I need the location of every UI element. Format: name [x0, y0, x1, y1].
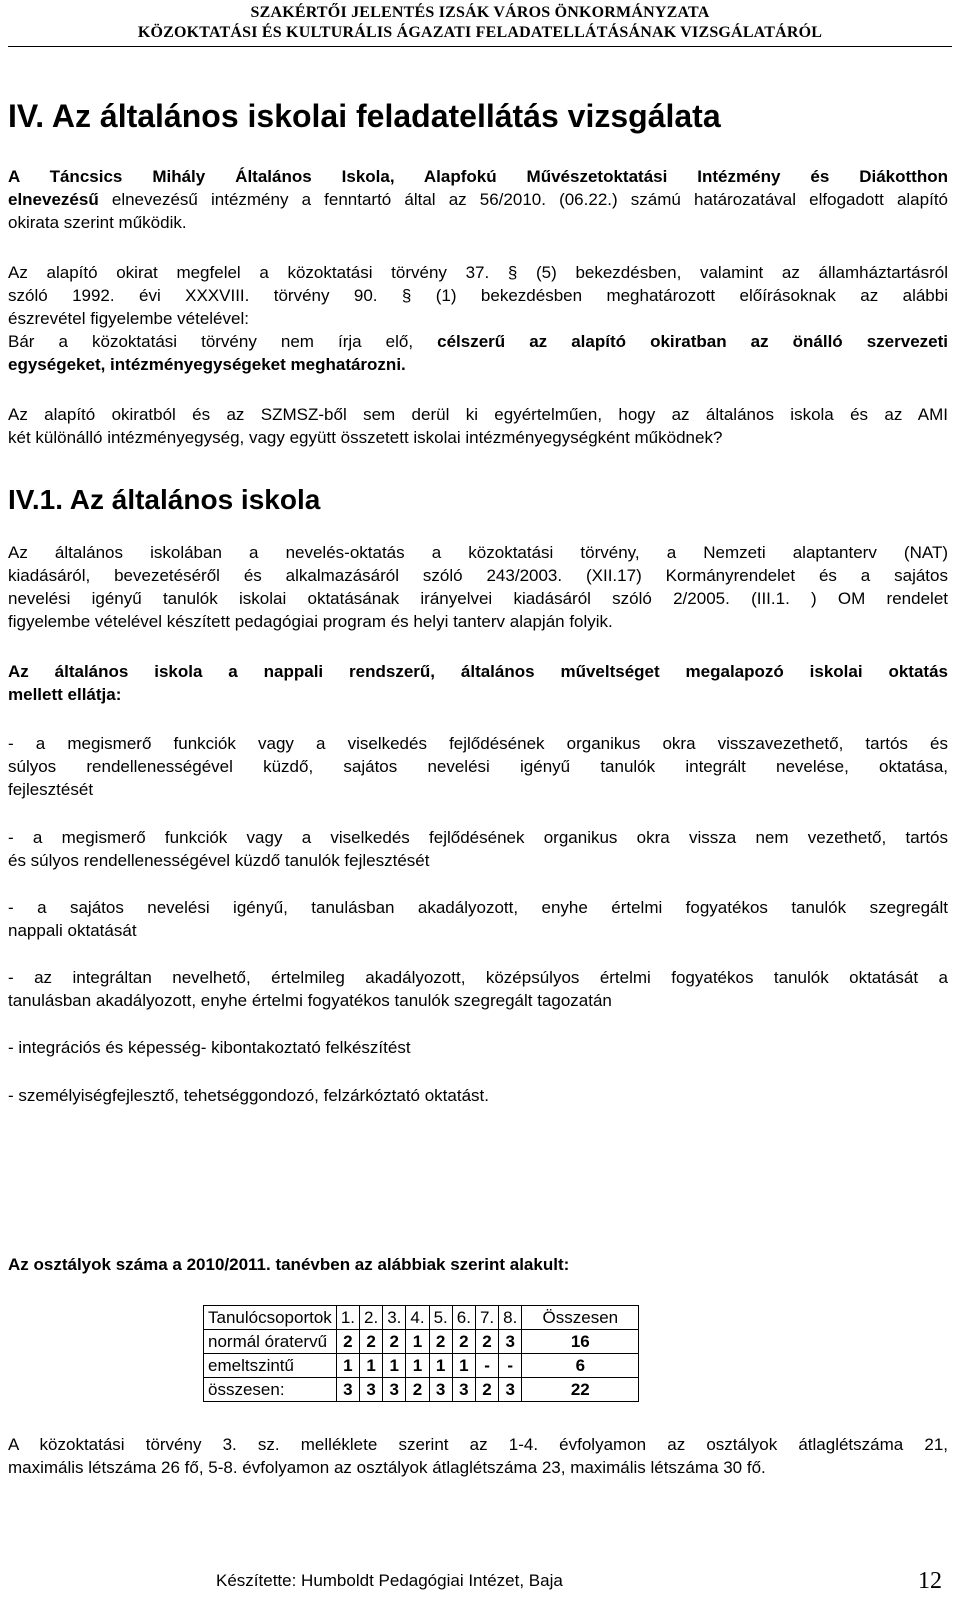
paragraph-line: okirata szerint működik.: [8, 213, 187, 232]
table-header-row: [204, 1306, 639, 1330]
paragraph-text: Bár a közoktatási törvény nem írja elő,: [8, 332, 438, 351]
table-row: [204, 1330, 639, 1354]
paragraph-text: elnevezésű intézmény a fenntartó által az 56/2010. (06.22.) számú határozatával elfogadott alapító: [111, 190, 948, 209]
classes-heading-text: Az osztályok száma a 2010/2011. tanévben az alábbiak szerint alakult:: [8, 1255, 570, 1274]
paragraph-compliance: [8, 261, 948, 376]
table-row: [204, 1378, 639, 1402]
list-item: [8, 966, 948, 1012]
table-header-cell: 1.: [336, 1306, 359, 1330]
paragraph-line: maximális létszáma 26 fő, 5-8. évfolyamon az osztályok átlaglétszáma 23, maximális létszáma 30 fő.: [8, 1458, 766, 1477]
paragraph-line: mellett ellátja:: [8, 685, 122, 704]
list-item-line: tanulásban akadályozott, enyhe értelmi fogyatékos tanulók szegregált tagozatán: [8, 991, 612, 1010]
table-header-cell: Összesen: [522, 1306, 639, 1330]
list-item: [8, 896, 948, 942]
subsection-title: IV.1. Az általános iskola: [8, 484, 321, 515]
table-cell: 2: [452, 1330, 475, 1354]
table-cell: -: [475, 1354, 498, 1378]
table-cell: 2: [360, 1330, 383, 1354]
running-header-line-2: KÖZOKTATÁSI ÉS KULTURÁLIS ÁGAZATI FELADATELLÁTÁSÁNAK VIZSGÁLATÁRÓL: [137, 24, 823, 41]
classes-table: [203, 1305, 639, 1402]
list-item-line: fejlesztését: [8, 780, 94, 799]
paragraph-line: Az általános iskolában a nevelés-oktatás a közoktatási törvény, a Nemzeti alaptanterv (NAT): [8, 543, 948, 562]
table-cell: 2: [475, 1330, 498, 1354]
table-cell: 1: [383, 1354, 406, 1378]
table-cell: 1: [360, 1354, 383, 1378]
running-header-line-1: SZAKÉRTŐI JELENTÉS IZSÁK VÁROS ÖNKORMÁNYZATA: [250, 4, 710, 21]
paragraph-curriculum: [8, 541, 948, 633]
table-cell: 1: [406, 1354, 429, 1378]
table-cell: 3: [383, 1378, 406, 1402]
list-item: [8, 1084, 948, 1107]
paragraph-emphasis: célszerű az alapító okiratban az önálló szervezeti: [437, 332, 949, 351]
list-item-line: - a sajátos nevelési igényű, tanulásban akadályozott, enyhe értelmi fogyatékos tanulók szegregált: [8, 898, 948, 917]
table-header-cell: 3.: [383, 1306, 406, 1330]
table-cell: emeltszintű: [204, 1354, 337, 1378]
table-header-cell: 5.: [429, 1306, 452, 1330]
list-item-line: nappali oktatását: [8, 921, 137, 940]
table-cell: 2: [406, 1378, 429, 1402]
list-item-line: - a megismerő funkciók vagy a viselkedés fejlődésének organikus okra vissza nem vezethető, tartós: [8, 828, 948, 847]
list-item: [8, 1036, 948, 1059]
table-cell: 22: [522, 1378, 639, 1402]
table-header-cell: 4.: [406, 1306, 429, 1330]
table-cell: 2: [429, 1330, 452, 1354]
paragraph-line: elnevezésű elnevezésű intézmény a fenntartó által az 56/2010. (06.22.) számú határozatával elfogadott alapító: [8, 190, 948, 209]
table-cell: 2: [383, 1330, 406, 1354]
table-cell: -: [499, 1354, 522, 1378]
paragraph-line: A Táncsics Mihály Általános Iskola, Alapfokú Művészetoktatási Intézmény és Diákotthon: [8, 167, 948, 186]
paragraph-line: Az alapító okirat megfelel a közoktatási törvény 37. § (5) bekezdésben, valamint az államháztartásról: [8, 263, 948, 282]
table-header-cell: 6.: [452, 1306, 475, 1330]
table-cell: 3: [499, 1378, 522, 1402]
list-item-line: súlyos rendellenességével küzdő, sajátos nevelési igényű tanulók integrált nevelése, oktatása,: [8, 757, 948, 776]
list-item-line: - a megismerő funkciók vagy a viselkedés fejlődésének organikus okra visszavezethető, tartós és: [8, 734, 948, 753]
table-header-cell: Tanulócsoportok: [204, 1306, 337, 1330]
paragraph-question: [8, 403, 948, 449]
paragraph-line: A közoktatási törvény 3. sz. melléklete szerint az 1-4. évfolyamon az osztályok átlaglétszáma 21,: [8, 1435, 948, 1454]
paragraph-line: kiadásáról, bevezetéséről és alkalmazásáról szóló 243/2003. (XII.17) Kormányrendelet és a sajátos: [8, 566, 948, 585]
paragraph-line: figyelembe vételével készített pedagógiai program és helyi tanterv alapján folyik.: [8, 612, 613, 631]
table-header-cell: 7.: [475, 1306, 498, 1330]
table-cell: 1: [336, 1354, 359, 1378]
paragraph-line: Az általános iskola a nappali rendszerű, általános műveltséget megalapozó iskolai oktatás: [8, 662, 948, 681]
table-cell: 2: [336, 1330, 359, 1354]
table-cell: 3: [452, 1378, 475, 1402]
table-cell: 1: [406, 1330, 429, 1354]
section-title: IV. Az általános iskolai feladatellátás vizsgálata: [8, 98, 721, 134]
list-item: [8, 826, 948, 872]
table-cell: 16: [522, 1330, 639, 1354]
paragraph-class-sizes: [8, 1433, 948, 1479]
list-item: [8, 732, 948, 801]
list-item-line: - integrációs és képesség- kibontakoztató felkészítést: [8, 1038, 411, 1057]
table-cell: 3: [499, 1330, 522, 1354]
table-header-cell: 2.: [360, 1306, 383, 1330]
page-number: 12: [918, 1568, 942, 1594]
classes-heading: [8, 1253, 948, 1276]
list-item-line: - személyiségfejlesztő, tehetséggondozó, felzárkóztató oktatást.: [8, 1086, 489, 1105]
table-cell: 6: [522, 1354, 639, 1378]
paragraph-line: [8, 330, 948, 353]
paragraph-line: szóló 1992. évi XXXVIII. törvény 90. § (1) bekezdésben meghatározott előírásoknak az alábbi: [8, 286, 948, 305]
paragraph-line: két különálló intézményegység, vagy együtt összetett iskolai intézményegységként működnek?: [8, 428, 723, 447]
paragraph-line: nevelési igényű tanulók iskolai oktatásának irányelvei kiadásáról szóló 2/2005. (III.1. ) OM rendelet: [8, 589, 948, 608]
header-rule: [8, 46, 952, 47]
table-cell: 1: [452, 1354, 475, 1378]
table-cell: normál óratervű: [204, 1330, 337, 1354]
paragraph-line: egységeket, intézményegységeket meghatározni.: [8, 355, 406, 374]
table-row: [204, 1354, 639, 1378]
paragraph-responsibilities-intro: [8, 660, 948, 706]
paragraph-line: észrevétel figyelembe vételével:: [8, 309, 249, 328]
paragraph-founding-document: [8, 165, 948, 234]
table-cell: 2: [475, 1378, 498, 1402]
paragraph-line: Az alapító okiratból és az SZMSZ-ből sem derül ki egyértelműen, hogy az általános iskola és az AMI: [8, 405, 948, 424]
list-item-line: és súlyos rendellenességével küzdő tanulók fejlesztését: [8, 851, 430, 870]
table-cell: 1: [429, 1354, 452, 1378]
table-cell: 3: [336, 1378, 359, 1402]
list-item-line: - az integráltan nevelhető, értelmileg akadályozott, középsúlyos értelmi fogyatékos tanulók oktatását a: [8, 968, 948, 987]
table-cell: 3: [429, 1378, 452, 1402]
table-header-cell: 8.: [499, 1306, 522, 1330]
table-cell: összesen:: [204, 1378, 337, 1402]
page-footer: Készítette: Humboldt Pedagógiai Intézet, Baja: [216, 1571, 563, 1590]
table-cell: 3: [360, 1378, 383, 1402]
